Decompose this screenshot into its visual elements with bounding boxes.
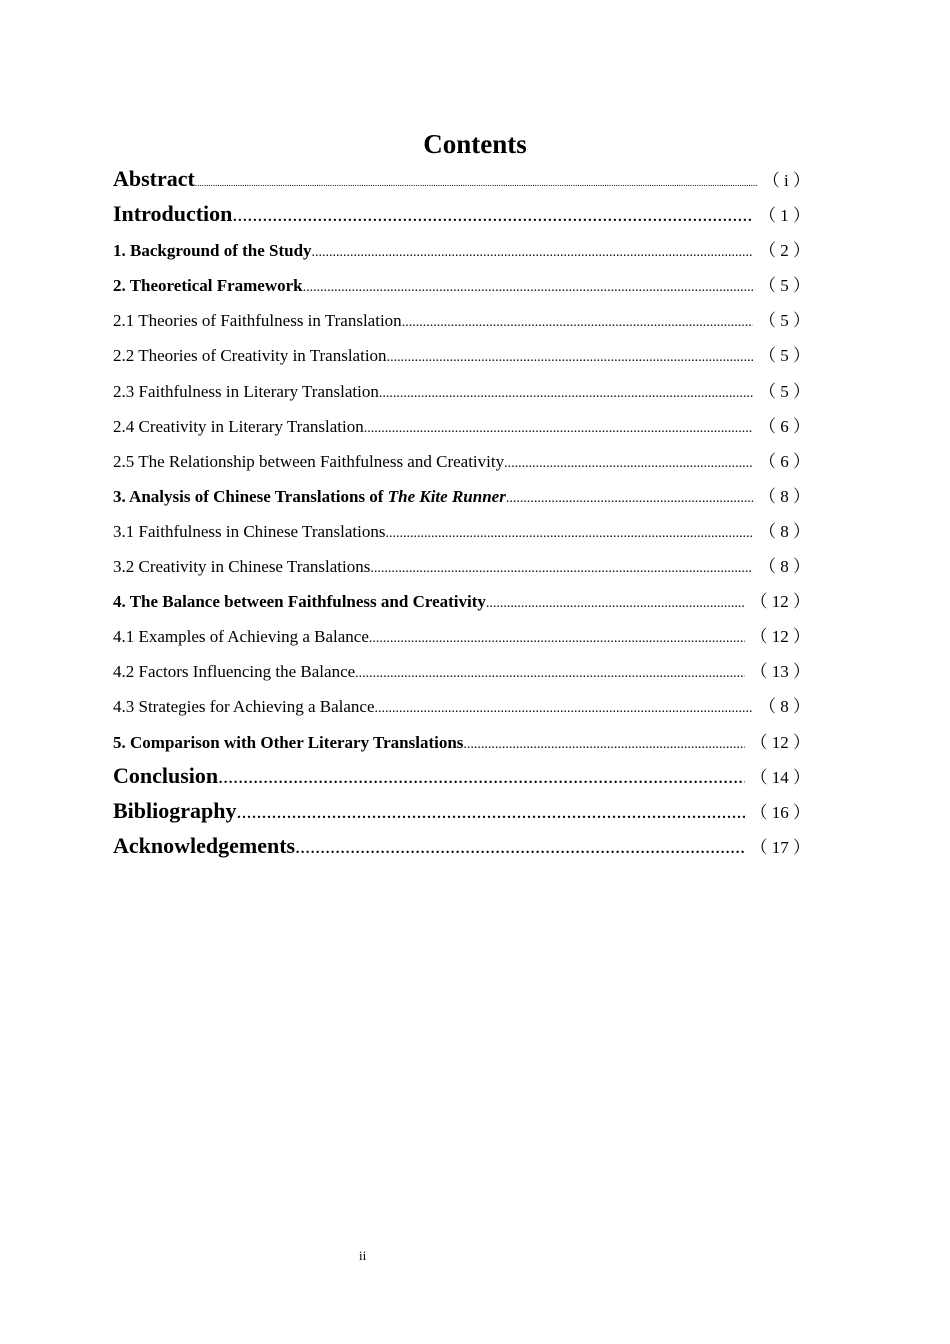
toc-page-number: （ 5 ）	[759, 381, 810, 401]
toc-page-number: （ 16 ）	[750, 802, 810, 822]
dot-leader	[355, 666, 744, 682]
toc-entry-label: 3.1 Faithfulness in Chinese Translations	[113, 521, 386, 541]
toc-entry-2-1[interactable]	[113, 306, 810, 341]
dot-leader	[218, 766, 744, 789]
toc-entry-label: 2.1 Theories of Faithfulness in Translation	[113, 311, 402, 331]
dot-leader	[295, 836, 744, 859]
toc-entry-4-2[interactable]	[113, 657, 810, 692]
toc-entry-background[interactable]	[113, 236, 810, 271]
dot-leader	[379, 386, 753, 402]
toc-entry-label: 1. Background of the Study	[113, 241, 312, 261]
toc-page-number: （ 5 ）	[759, 346, 810, 366]
toc-entry-acknowledgements[interactable]	[113, 833, 810, 868]
dot-leader	[195, 178, 757, 188]
toc-entry-conclusion[interactable]	[113, 763, 810, 798]
dot-leader	[369, 631, 745, 647]
toc-entry-label: 2.4 Creativity in Literary Translation	[113, 416, 364, 436]
toc-entry-2-2[interactable]	[113, 341, 810, 376]
book-title: The Kite Runner	[387, 486, 506, 506]
dot-leader	[463, 737, 744, 753]
toc-entry-label: 4.2 Factors Influencing the Balance	[113, 662, 356, 682]
toc-entry-label: 2.5 The Relationship between Faithfulness and Creativity	[113, 451, 505, 471]
toc-entry-4-1[interactable]	[113, 622, 810, 657]
toc-entry-label: Acknowledgements	[113, 832, 296, 858]
dot-leader	[387, 350, 753, 366]
toc-entry-2-5[interactable]	[113, 447, 810, 482]
toc-entry-comparison[interactable]	[113, 728, 810, 763]
toc-page-number: （ 12 ）	[750, 732, 810, 752]
toc-entry-label: 4. The Balance between Faithfulness and Creativity	[113, 592, 486, 612]
dot-leader	[303, 280, 753, 296]
toc-page-number: （ 8 ）	[759, 557, 810, 577]
dot-leader	[375, 701, 753, 717]
toc-entry-label: 2.3 Faithfulness in Literary Translation	[113, 381, 379, 401]
toc-page-number: （ 5 ）	[759, 311, 810, 331]
dot-leader	[312, 245, 753, 261]
toc-entry-label: 4.1 Examples of Achieving a Balance	[113, 627, 369, 647]
toc-entry-label	[113, 487, 506, 507]
toc-entry-introduction[interactable]	[113, 201, 810, 236]
toc-page-number: （ 12 ）	[750, 627, 810, 647]
toc-entry-label: 3.2 Creativity in Chinese Translations	[113, 557, 371, 577]
toc-page-number: （ 14 ）	[750, 767, 810, 787]
toc-entry-label-prefix: 3. Analysis of Chinese Translations of	[113, 486, 388, 506]
dot-leader	[236, 801, 744, 824]
toc-page-number: （ 1 ）	[759, 206, 810, 226]
toc-page-number: （ 5 ）	[759, 276, 810, 296]
dot-leader	[506, 491, 753, 507]
dot-leader	[385, 526, 753, 542]
toc-entry-3-2[interactable]	[113, 552, 810, 587]
footer-page-number: ii	[359, 1248, 367, 1263]
toc-entry-label: 2.2 Theories of Creativity in Translation	[113, 346, 387, 366]
toc-entry-2-4[interactable]	[113, 412, 810, 447]
table-of-contents	[113, 166, 810, 868]
dot-leader	[504, 456, 753, 472]
dot-leader	[486, 596, 745, 612]
toc-entry-2-3[interactable]	[113, 377, 810, 412]
toc-entry-label: 4.3 Strategies for Achieving a Balance	[113, 697, 375, 717]
dot-leader	[402, 315, 753, 331]
toc-page-number: （ 8 ）	[759, 697, 810, 717]
toc-page-number: （ i ）	[762, 171, 810, 190]
toc-entry-label: 5. Comparison with Other Literary Translations	[113, 732, 464, 752]
toc-entry-label: Introduction	[113, 201, 233, 227]
toc-entry-balance[interactable]	[113, 587, 810, 622]
toc-entry-label: Conclusion	[113, 762, 219, 788]
toc-page-number: （ 2 ）	[759, 241, 810, 261]
dot-leader	[232, 204, 753, 227]
toc-page-number: （ 8 ）	[759, 486, 810, 506]
toc-entry-analysis[interactable]	[113, 482, 810, 517]
page-title: Contents	[423, 129, 527, 160]
toc-page-number: （ 17 ）	[750, 837, 810, 857]
toc-entry-abstract[interactable]	[113, 166, 810, 201]
toc-page-number: （ 6 ）	[759, 416, 810, 436]
toc-entry-4-3[interactable]	[113, 692, 810, 727]
toc-entry-label: Abstract	[113, 166, 195, 191]
toc-page-number: （ 13 ）	[750, 662, 810, 682]
toc-page-number: （ 12 ）	[750, 592, 810, 612]
dot-leader	[364, 421, 753, 437]
toc-entry-3-1[interactable]	[113, 517, 810, 552]
toc-page-number: （ 6 ）	[759, 451, 810, 471]
toc-entry-label: 2. Theoretical Framework	[113, 276, 303, 296]
toc-entry-theoretical-framework[interactable]	[113, 271, 810, 306]
toc-entry-label: Bibliography	[113, 797, 237, 823]
dot-leader	[370, 561, 753, 577]
toc-entry-bibliography[interactable]	[113, 798, 810, 833]
toc-page-number: （ 8 ）	[759, 521, 810, 541]
